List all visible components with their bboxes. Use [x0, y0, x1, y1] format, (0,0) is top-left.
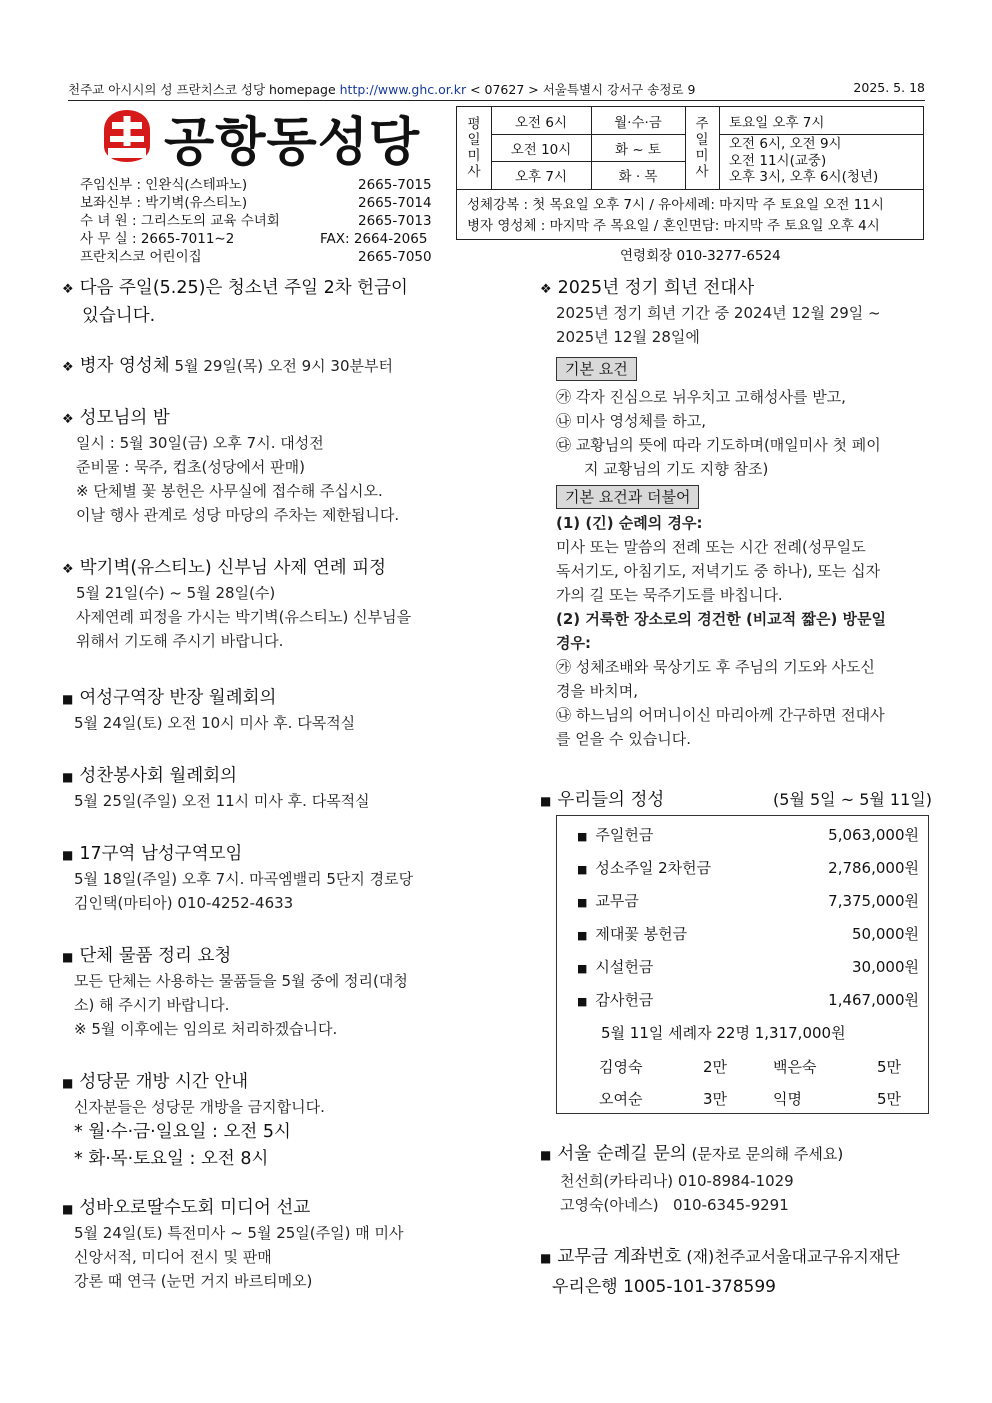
square-bullet-icon: ■ — [62, 1076, 74, 1090]
staff-row: 보좌신부 : 박기벽(유스티노) 2665-7014 — [80, 195, 432, 211]
offering-row: ■ 성소주일 2차헌금 2,786,000원 — [577, 859, 919, 877]
notice-door-hours: ■ 성당문 개방 시간 안내 신자분들은 성당문 개방을 금지합니다. * 월·수·금·일요일 : 오전 5시 * 화·목·토요일 : 오전 8시 — [62, 1072, 325, 1169]
bank-account-number: 우리은행 1005-101-378599 — [552, 1277, 776, 1297]
donor-name: 오여순 — [599, 1090, 643, 1108]
header-topline — [68, 80, 925, 98]
square-bullet-icon: ■ — [62, 950, 74, 964]
notice-mary-night: ❖ 성모님의 밤 일시 : 5월 30일(금) 오후 7시. 대성전 준비물 : 묵주, 컵초(성당에서 판매) ※ 단체별 꽃 봉헌은 사무실에 접수해 주십시오. 이날 행사 관계로 성당 마당의 주차는 제한됩니다. — [62, 408, 400, 524]
square-bullet-icon: ■ — [540, 1251, 552, 1265]
diamond-bullet-icon: ❖ — [62, 562, 74, 577]
notice-sick-communion: ❖ 병자 영성체 5월 29일(목) 오전 9시 30분부터 — [62, 356, 393, 376]
mass-time: 오후 7시 — [514, 169, 567, 185]
funeral-committee-contact: 연령회장 010-3277-6524 — [620, 248, 781, 264]
diamond-bullet-icon: ❖ — [62, 412, 74, 427]
staff-row: 프란치스코 어린이집 2665-7050 — [80, 249, 432, 265]
weekday-mass-label: 평 일 미 사 — [467, 116, 481, 180]
donor-amount: 5만 — [877, 1090, 902, 1108]
donor-amount: 2만 — [703, 1058, 728, 1076]
notice-priest-retreat: ❖ 박기벽(유스티노) 신부님 사제 연례 피정 5월 21일(수) ~ 5월 28일(수) 사제연례 피정을 가시는 박기벽(유스티노) 신부님을 위해서 기도해 주시기 바랍니다. — [62, 558, 412, 650]
mass-days: 화 · 목 — [618, 169, 658, 185]
donor-name: 백은숙 — [773, 1058, 817, 1076]
square-bullet-icon: ■ — [62, 770, 74, 784]
mass-days: 월·수·금 — [614, 114, 662, 131]
notice-district17-meeting: ■ 17구역 남성구역모임 5월 18일(주일) 오후 7시. 마곡엠밸리 5단지 경로당 김인택(마티아) 010-4252-4633 — [62, 844, 414, 912]
notice-item-cleanup: ■ 단체 물품 정리 요청 모든 단체는 사용하는 물품들을 5월 중에 정리(대청 소) 해 주시기 바랍니다. ※ 5월 이후에는 임의로 처리하겠습니다. — [62, 946, 408, 1038]
diamond-bullet-icon: ❖ — [540, 282, 552, 297]
square-bullet-icon: ■ — [62, 692, 74, 706]
sunday-mass-vigil: 토요일 오후 7시 — [729, 114, 825, 131]
mass-notes: 성체강복 : 첫 목요일 오후 7시 / 유아세례: 마지막 주 토요일 오전 11시 병자 영성체 : 마지막 주 목요일 / 혼인면담: 마지막 주 토요일 오후 4시 — [467, 197, 884, 234]
diamond-bullet-icon: ❖ — [62, 282, 74, 297]
sunday-mass-times: 오전 6시, 오전 9시 오전 11시(교중) 오후 3시, 오후 6시(청년) — [729, 136, 879, 185]
mass-schedule-table — [456, 106, 924, 240]
offering-row: ■ 주일헌금 5,063,000원 — [577, 826, 919, 844]
basic-requirements-label: 기본 요건 — [556, 357, 637, 381]
jubilee-indulgence-section: ❖ 2025년 정기 희년 전대사 2025년 정기 희년 기간 중 2024년 12월 29일 ~ 2025년 12월 28일에 기본 요건 ㉮ 각자 진심으로 뉘우치고 고해성사를 받고, ㉯ 미사 영성체를 하고, ㉰ 교황님의 뜻에 따라 기도하며(매일미사 첫 페이 지 교황님의 기도 지향 참조) 기본 요건과 더불어 (1) (긴) 순례의 경우: 미사 또는 말씀의 전례 또는 시간 전례(성무일도 독서기도, 아침기도, 저녁기도 중 하나), 또는 십자 가의 길 또는 묵주기도를 바칩니다. (2) 거룩한 장소로의 경건한 (비교적 짧은) 방문일 경우: ㉮ 성체조배와 묵상기도 후 주님의 기도와 사도신 경을 바치며, ㉯ 하느님의 어머니이신 마리아께 간구하면 전대사 를 얻을 수 있습니다. — [540, 278, 887, 748]
donor-amount: 3만 — [703, 1090, 728, 1108]
seoul-pilgrimage-section: ■ 서울 순례길 문의 (문자로 문의해 주세요) 천선희(카타리나) 010-8984-1029 고영숙(아네스) 010-6345-9291 — [540, 1144, 844, 1214]
diamond-bullet-icon: ❖ — [62, 360, 74, 375]
church-name-title: 공항동성당 — [164, 113, 421, 173]
square-bullet-icon: ■ — [62, 848, 74, 862]
notice-women-district-meeting: ■ 여성구역장 반장 월례회의 5월 24일(토) 오전 10시 미사 후. 다목적실 — [62, 688, 356, 732]
staff-row: 사 무 실 : 2665-7011∼2 FAX: 2664-2065 — [80, 231, 428, 247]
staff-row: 주임신부 : 인완식(스테파노) 2665-7015 — [80, 177, 432, 193]
offerings-table — [556, 815, 929, 1114]
bank-account-section: ■ 교무금 계좌번호 (재)천주교서울대교구유지재단 우리은행 1005-101-378599 — [540, 1243, 940, 1297]
additional-requirements-label: 기본 요건과 더불어 — [556, 485, 699, 509]
offering-row: ■ 시설헌금 30,000원 — [577, 958, 919, 976]
baptism-offering: 5월 11일 세례자 22명 1,317,000원 — [601, 1024, 846, 1042]
issue-date: 2025. 5. 18 — [853, 80, 925, 95]
church-logo-icon — [100, 108, 154, 164]
mass-time: 오전 6시 — [514, 114, 567, 131]
mass-days: 화 ~ 토 — [615, 141, 661, 158]
square-bullet-icon: ■ — [540, 1148, 552, 1162]
staff-list — [80, 176, 430, 266]
header-church-info: 천주교 아시시의 성 프란치스코 성당 homepage — [68, 82, 340, 97]
staff-row: 수 녀 원 : 그리스도의 교육 수녀회 2665-7013 — [80, 213, 432, 229]
square-bullet-icon: ■ — [62, 1202, 74, 1216]
homepage-link[interactable]: http://www.ghc.or.kr — [339, 82, 467, 97]
offering-row: ■ 제대꽃 봉헌금 50,000원 — [577, 925, 919, 943]
mass-time: 오전 10시 — [510, 141, 572, 158]
sunday-mass-label: 주 일 미 사 — [695, 116, 709, 180]
square-bullet-icon: ■ — [540, 794, 552, 808]
donor-name: 익명 — [773, 1090, 802, 1108]
donor-amount: 5만 — [877, 1058, 902, 1076]
notice-eucharist-service-meeting: ■ 성찬봉사회 월례회의 5월 25일(주일) 오전 11시 미사 후. 다목적실 — [62, 766, 370, 810]
notice-pauline-media: ■ 성바오로딸수도회 미디어 선교 5월 24일(토) 특전미사 ~ 5월 25일(주일) 매 미사 신앙서적, 미디어 전시 및 판매 강론 때 연극 (눈먼 거지 바르티메오) — [62, 1198, 404, 1290]
notice-youth-sunday: ❖ 다음 주일(5.25)은 청소년 주일 2차 헌금이 있습니다. — [62, 278, 408, 326]
header-address: < 07627 > 서울특별시 강서구 송정로 9 — [466, 82, 696, 97]
offerings-header: ■ 우리들의 정성 (5월 5일 ~ 5월 11일) — [540, 790, 932, 810]
offering-row: ■ 감사헌금 1,467,000원 — [577, 991, 919, 1009]
donor-name: 김영숙 — [599, 1058, 643, 1076]
offering-row: ■ 교무금 7,375,000원 — [577, 892, 919, 910]
